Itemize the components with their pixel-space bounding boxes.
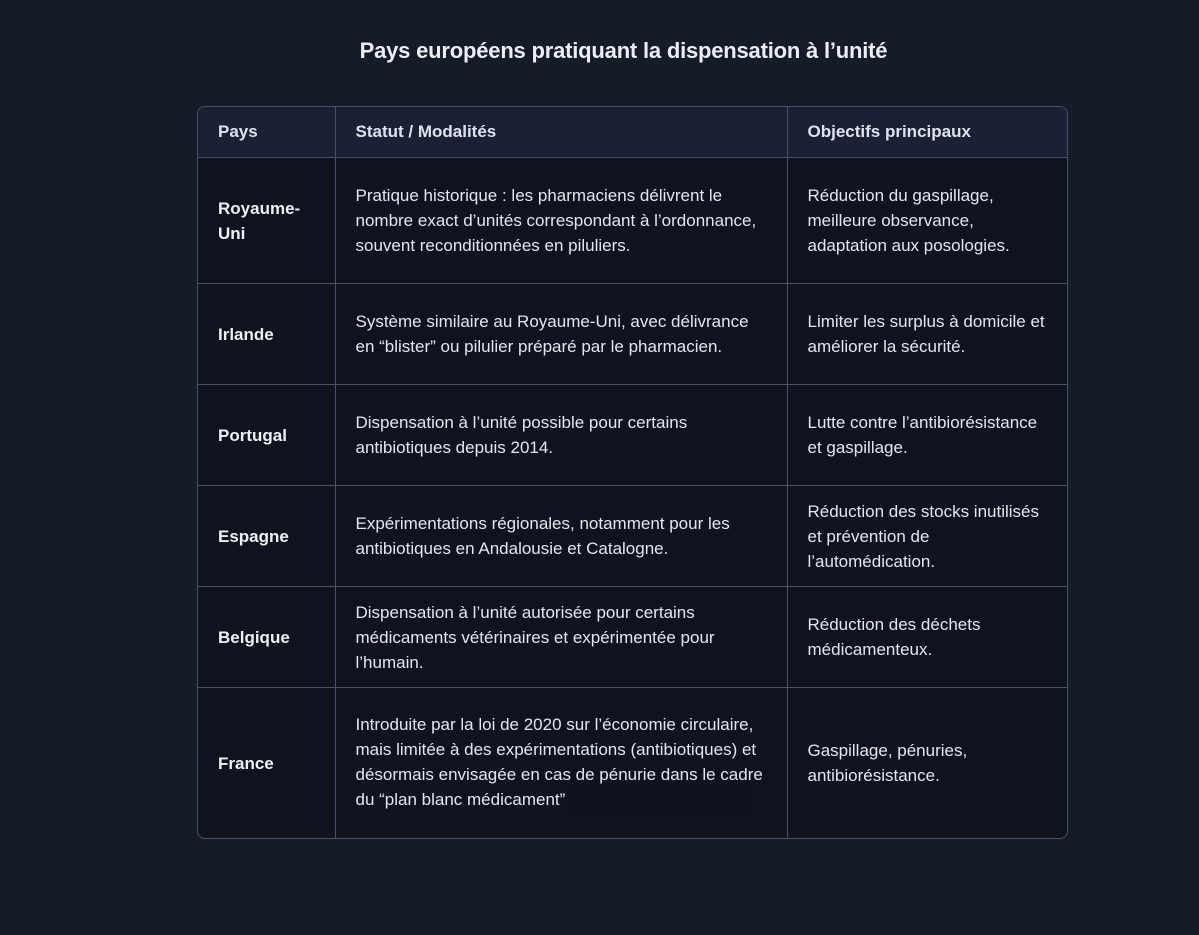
country-cell: Belgique [198, 587, 335, 688]
status-cell: Dispensation à l’unité autorisée pour certains médicaments vétérinaires et expérimentée pour l’humain. [335, 587, 787, 688]
objectives-cell: Limiter les surplus à domicile et améliorer la sécurité. [787, 284, 1067, 385]
country-cell: Portugal [198, 385, 335, 486]
status-cell: Dispensation à l’unité possible pour certains antibiotiques depuis 2014. [335, 385, 787, 486]
country-cell: Espagne [198, 486, 335, 587]
status-text: Introduite par la loi de 2020 sur l’économie circulaire, mais limitée à des expérimentations (antibiotiques) et désormais envisagée en cas de pénurie dans le cadre du “plan blanc médicament” [355, 715, 763, 810]
citation-chip[interactable] [571, 788, 751, 814]
status-cell: Expérimentations régionales, notamment pour les antibiotiques en Andalousie et Catalogne. [335, 486, 787, 587]
table-row [198, 385, 1067, 486]
status-cell [335, 688, 787, 839]
objectives-cell: Lutte contre l’antibiorésistance et gaspillage. [787, 385, 1067, 486]
country-cell: Royaume-Uni [198, 158, 335, 284]
objectives-cell: Réduction des déchets médicamenteux. [787, 587, 1067, 688]
table-row [198, 158, 1067, 284]
country-cell: France [198, 688, 335, 839]
table-body [198, 158, 1067, 839]
column-header-status: Statut / Modalités [335, 107, 787, 158]
objectives-cell: Gaspillage, pénuries, antibiorésistance. [807, 741, 968, 785]
objectives-cell: Réduction du gaspillage, meilleure observance, adaptation aux posologies. [787, 158, 1067, 284]
table-row [198, 486, 1067, 587]
objectives-cell: Réduction des stocks inutilisés et prévention de l’automédication. [787, 486, 1067, 587]
countries-table [198, 107, 1067, 838]
country-cell: Irlande [198, 284, 335, 385]
page-title: Pays européens pratiquant la dispensation à l’unité [359, 38, 888, 63]
column-header-country: Pays [198, 107, 335, 158]
column-header-objectives: Objectifs principaux [787, 107, 1067, 158]
table-row [198, 688, 1067, 839]
table-row [198, 587, 1067, 688]
table-row [198, 284, 1067, 385]
countries-table-container [197, 106, 1068, 839]
status-cell: Pratique historique : les pharmaciens délivrent le nombre exact d’unités correspondant à l’ordonnance, souvent reconditionnées en piluliers. [335, 158, 787, 284]
table-header [198, 107, 1067, 158]
header-row [198, 107, 1067, 158]
status-cell: Système similaire au Royaume-Uni, avec délivrance en “blister” ou pilulier préparé par le pharmacien. [335, 284, 787, 385]
